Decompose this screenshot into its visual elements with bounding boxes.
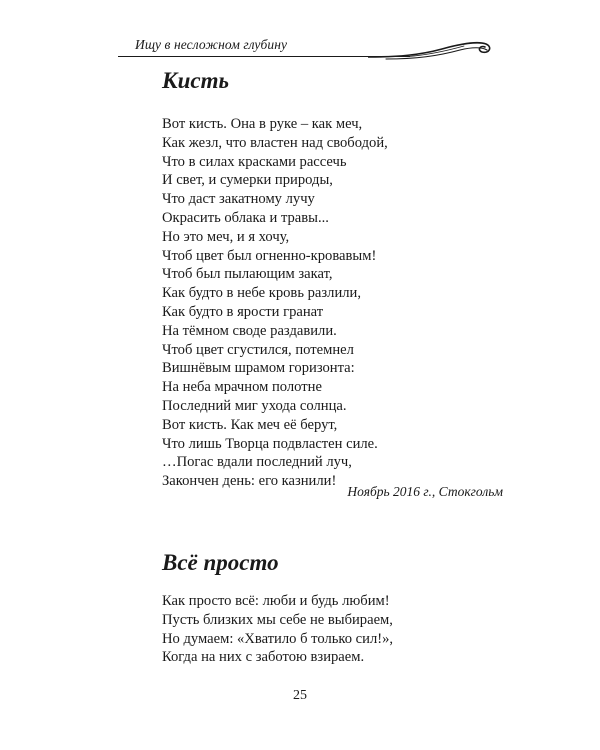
poem-signature: Ноябрь 2016 г., Стокгольм (347, 484, 503, 499)
poem-line: И свет, и сумерки природы, (162, 172, 333, 189)
poem-line: На неба мрачном полотне (162, 379, 322, 396)
poem-body (162, 592, 393, 667)
poem-line: Закончен день: его казнили! (162, 473, 337, 490)
poem-line: Чтоб цвет сгустился, потемнел (162, 341, 354, 358)
poem-line: …Погас вдали последний луч, (162, 454, 352, 471)
flourish-ornament-icon (368, 38, 498, 64)
poem-line: Но это меч, и я хочу, (162, 228, 290, 245)
page-number: 25 (293, 688, 307, 703)
poem-line: Вот кисть. Как меч её берут, (162, 416, 338, 433)
poem-line: Как будто в небе кровь разлили, (162, 285, 361, 302)
poem-line: Чтоб цвет был огненно-кровавым! (162, 247, 377, 264)
poem-line: Что лишь Творца подвластен силе. (162, 435, 378, 452)
poem-line: Пусть близких мы себе не выбираем, (162, 611, 393, 628)
poem-line: Последний миг ухода солнца. (162, 397, 347, 414)
header-rule (118, 56, 410, 57)
poem-line: Как просто всё: люби и будь любим! (162, 593, 390, 609)
poem-line: На тёмном своде раздавили. (162, 322, 337, 339)
poem-line: Как жезл, что властен над свободой, (162, 134, 388, 151)
poem-body (162, 115, 388, 491)
poem-line: Что даст закатному лучу (162, 191, 315, 208)
poem-line: Когда на них с заботою взираем. (162, 649, 365, 666)
poem-line: Но думаем: «Хватило б только сил!», (162, 630, 394, 647)
poem-line: Чтоб был пылающим закат, (162, 266, 333, 283)
poem-line: Что в силах красками рассечь (162, 153, 347, 170)
poem-line: Вишнёвым шрамом горизонта: (162, 360, 355, 377)
poem-title: Кисть (162, 68, 230, 93)
poem-line: Окрасить облака и травы... (162, 209, 329, 226)
poem-line: Вот кисть. Она в руке – как меч, (162, 116, 363, 132)
poem-line: Как будто в ярости гранат (162, 303, 324, 320)
running-header (118, 36, 498, 62)
poem-title: Всё просто (162, 550, 279, 575)
running-head-title: Ищу в несложном глубину (135, 37, 288, 52)
